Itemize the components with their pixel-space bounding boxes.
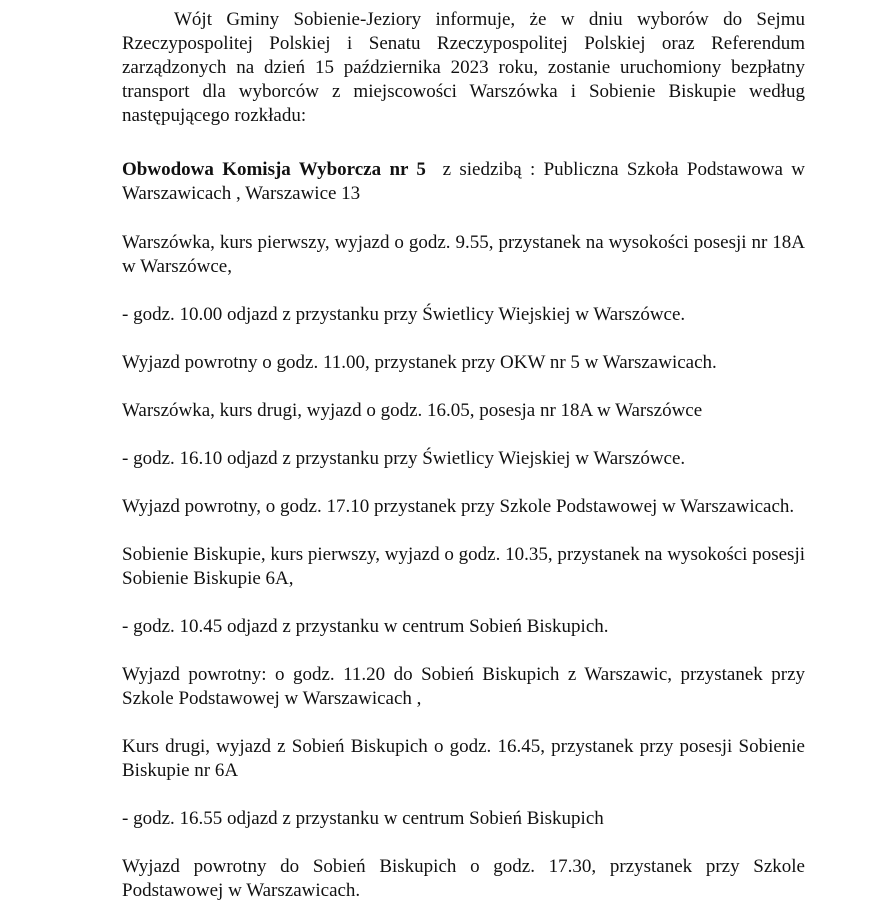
document-body	[122, 8, 810, 903]
schedule-paragraph: Wyjazd powrotny, o godz. 17.10 przystanek przy Szkole Podstawowej w Warszawicach.	[122, 496, 795, 517]
commission-seat: z siedzibą : Publiczna Szkoła Podstawowa w Warszawicach , Warszawice 13	[122, 159, 810, 204]
schedule-paragraph: Kurs drugi, wyjazd z Sobień Biskupich o godz. 16.45, przystanek przy posesji Sobienie Biskupie nr 6A	[122, 736, 805, 781]
schedule-paragraph: - godz. 10.45 odjazd z przystanku w centrum Sobień Biskupich.	[122, 616, 609, 637]
commission-paragraph	[122, 158, 810, 206]
schedule-paragraph: - godz. 10.00 odjazd z przystanku przy Świetlicy Wiejskiej w Warszówce.	[122, 304, 686, 325]
schedule-paragraph: Warszówka, kurs drugi, wyjazd o godz. 16.05, posesja nr 18A w Warszówce	[122, 400, 703, 421]
schedule-paragraph: Sobienie Biskupie, kurs pierwszy, wyjazd o godz. 10.35, przystanek na wysokości posesji Sobienie Biskupie 6A,	[122, 544, 805, 589]
schedule-paragraph: Wyjazd powrotny: o godz. 11.20 do Sobień Biskupich z Warszawic, przystanek przy Szkole Podstawowej w Warszawicach ,	[122, 664, 805, 709]
commission-name: Obwodowa Komisja Wyborcza nr 5	[122, 159, 426, 180]
schedule-paragraph: Warszówka, kurs pierwszy, wyjazd o godz. 9.55, przystanek na wysokości posesji nr 18A w Warszówce,	[122, 232, 805, 277]
schedule-paragraph: Wyjazd powrotny do Sobień Biskupich o godz. 17.30, przystanek przy Szkole Podstawowej w Warszawicach.	[122, 856, 805, 901]
schedule-paragraph: Wyjazd powrotny o godz. 11.00, przystanek przy OKW nr 5 w Warszawicach.	[122, 352, 717, 373]
intro-paragraph: Wójt Gminy Sobienie-Jeziory informuje, że w dniu wyborów do Sejmu Rzeczypospolitej Polskiej i Senatu Rzeczypospolitej Polskiej oraz Referendum zarządzonych na dzień 15 października 2023 roku, zostanie uruchomiony bezpłatny transport dla wyborców z miejscowości Warszówka i Sobienie Biskupie według następującego rozkładu:	[122, 9, 805, 126]
schedule-paragraph: - godz. 16.55 odjazd z przystanku w centrum Sobień Biskupich	[122, 808, 604, 829]
schedule-paragraph: - godz. 16.10 odjazd z przystanku przy Świetlicy Wiejskiej w Warszówce.	[122, 448, 686, 469]
